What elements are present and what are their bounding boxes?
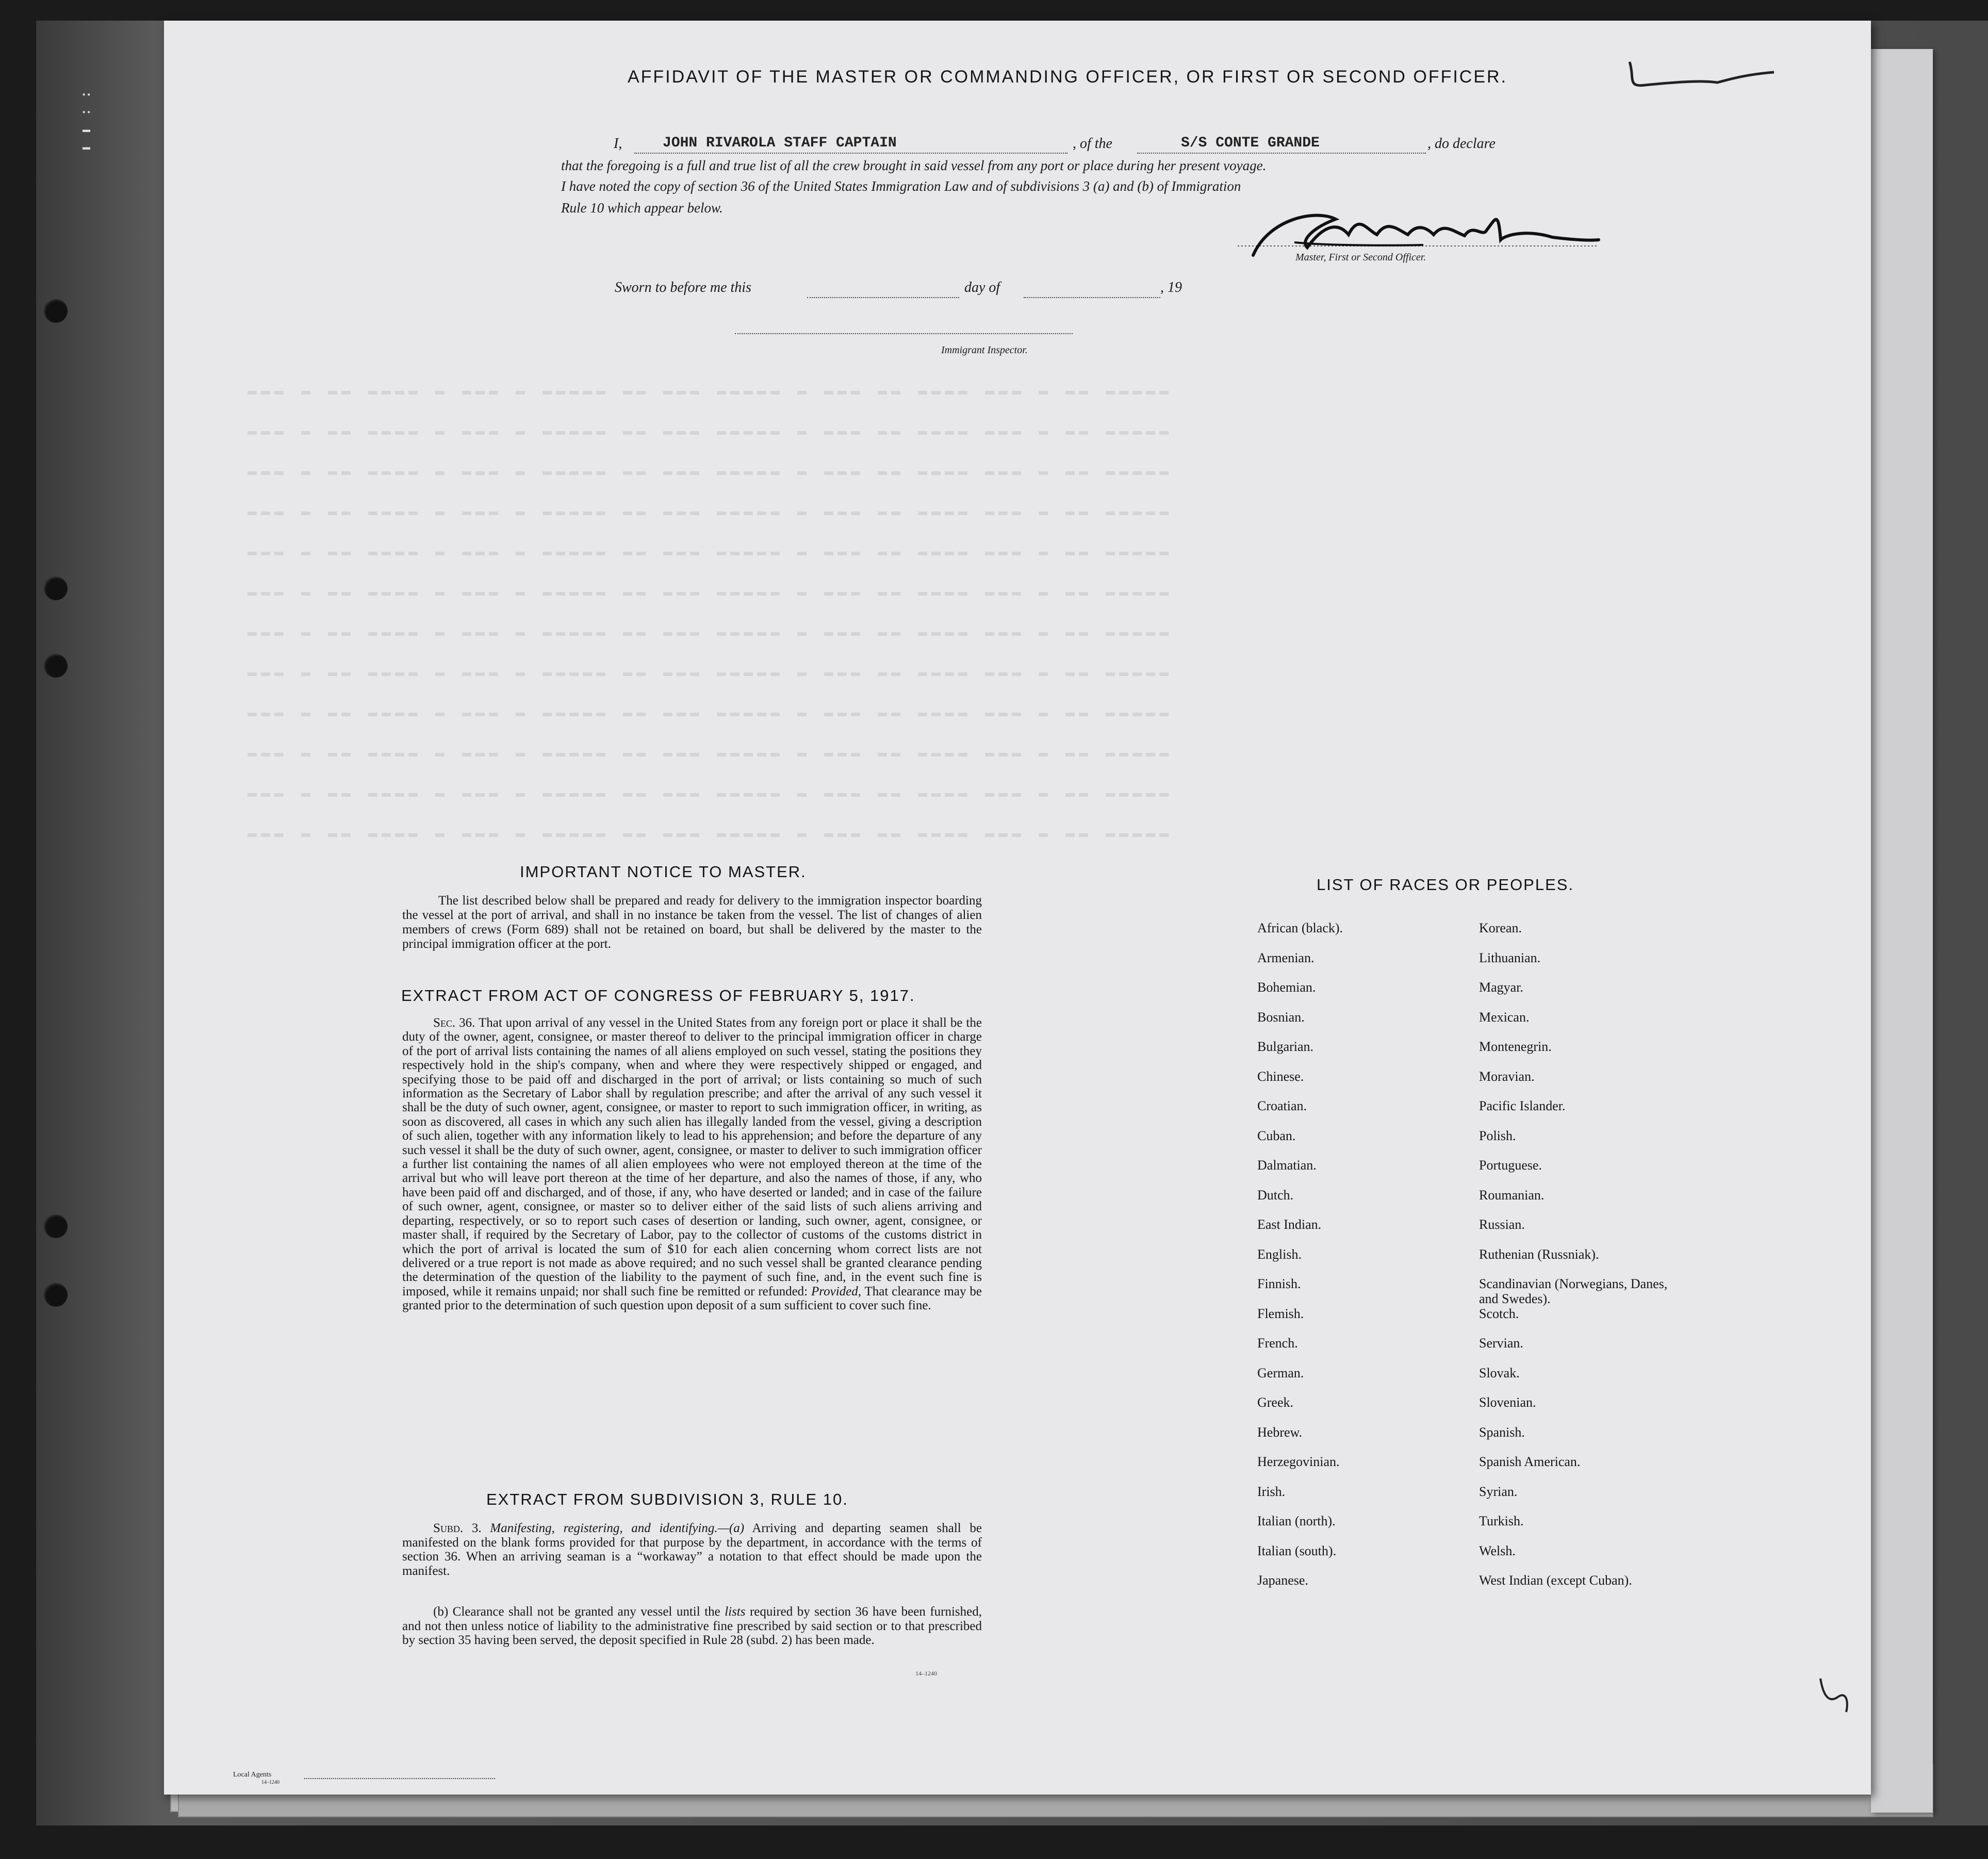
bleed-through-rows: ▬▬▬ ▬ ▬▬ ▬▬▬▬ ▬ ▬▬▬ ▬ ▬▬▬▬▬ ▬▬ ▬▬▬ ▬▬▬▬▬ ▬ ▬▬▬ ▬▬ ▬▬▬▬ ▬▬▬ ▬ ▬▬ ▬▬▬▬▬ ▬▬▬ ▬ ▬▬ ▬▬▬▬ ▬ ▬▬▬ ▬ ▬▬▬▬▬ ▬▬ ▬▬▬ ▬▬▬▬▬ ▬ ▬▬▬ ▬▬ ▬▬▬▬ ▬▬▬ ▬ ▬▬ ▬▬▬▬▬ ▬▬▬ ▬ ▬▬ ▬▬▬▬ ▬ ▬▬▬ ▬ ▬▬▬▬▬ ▬▬ ▬▬▬ ▬▬▬▬▬ ▬ ▬▬▬ ▬▬ ▬▬▬▬ ▬▬▬ ▬ ▬▬ ▬▬▬▬▬ ▬▬▬ ▬ ▬▬ ▬▬▬▬ ▬ ▬▬▬ ▬ ▬▬▬▬▬ ▬▬ ▬▬▬ ▬▬▬▬▬ ▬ ▬▬▬ ▬▬ ▬▬▬▬ ▬▬▬ ▬ ▬▬ ▬▬▬▬▬ ▬▬▬ ▬ ▬▬ ▬▬▬▬ ▬ ▬▬▬ ▬ ▬▬▬▬▬ ▬▬ ▬▬▬ ▬▬▬▬▬ ▬ ▬▬▬ ▬▬ ▬▬▬▬ ▬▬▬ ▬ ▬▬ ▬▬▬▬▬ ▬▬▬ ▬ ▬▬ ▬▬▬▬ ▬ ▬▬▬ ▬ ▬▬▬▬▬ ▬▬ ▬▬▬ ▬▬▬▬▬ ▬ ▬▬▬ ▬▬ ▬▬▬▬ ▬▬▬ ▬ ▬▬ ▬▬▬▬▬ ▬▬▬ ▬ ▬▬ ▬▬▬▬ ▬ ▬▬▬ ▬ ▬▬▬▬▬ ▬▬ ▬▬▬ ▬▬▬▬▬ ▬ ▬▬▬ ▬▬ ▬▬▬▬ ▬▬▬ ▬ ▬▬ ▬▬▬▬▬ ▬▬▬ ▬ ▬▬ ▬▬▬▬ ▬ ▬▬▬ ▬ ▬▬▬▬▬ ▬▬ ▬▬▬ ▬▬▬▬▬ ▬ ▬▬▬ ▬▬ ▬▬▬▬ ▬▬▬ ▬ ▬▬ ▬▬▬▬▬ ▬▬▬ ▬ ▬▬ ▬▬▬▬ ▬ ▬▬▬ ▬ ▬▬▬▬▬ ▬▬ ▬▬▬ ▬▬▬▬▬ ▬ ▬▬▬ ▬▬ ▬▬▬▬ ▬▬▬ ▬ ▬▬ ▬▬▬▬▬ ▬▬▬ ▬ ▬▬ ▬▬▬▬ ▬ ▬▬▬ ▬ ▬▬▬▬▬ ▬▬ ▬▬▬ ▬▬▬▬▬ ▬ ▬▬▬ ▬▬ ▬▬▬▬ ▬▬▬ ▬ ▬▬ ▬▬▬▬▬ ▬▬▬ ▬ ▬▬ ▬▬▬▬ ▬ ▬▬▬ ▬ ▬▬▬▬▬ ▬▬ ▬▬▬ ▬▬▬▬▬ ▬ ▬▬▬ ▬▬ ▬▬▬▬ ▬▬▬ ▬ ▬▬ ▬▬▬▬▬ ▬▬▬ ▬ ▬▬ ▬▬▬▬ ▬ ▬▬▬ ▬ ▬▬▬▬▬ ▬▬ ▬▬▬ ▬▬▬▬▬ ▬ ▬▬▬ ▬▬ ▬▬▬▬ ▬▬▬ ▬ ▬▬ ▬▬▬▬▬ xyxy=(248,383,1173,843)
sworn-year: , 19 xyxy=(1160,279,1182,295)
race-item: Hebrew. xyxy=(1257,1424,1303,1440)
part-b-lists: lists xyxy=(725,1605,746,1619)
race-item: French. xyxy=(1257,1336,1298,1351)
race-item: Slovenian. xyxy=(1479,1395,1536,1410)
notice-body xyxy=(402,894,982,951)
race-item: Spanish American. xyxy=(1479,1454,1581,1469)
races-title: LIST OF RACES OR PEOPLES. xyxy=(1317,876,1574,894)
race-item: Dutch. xyxy=(1257,1187,1294,1203)
race-item: Greek. xyxy=(1257,1395,1294,1410)
local-agents-rule xyxy=(304,1778,495,1779)
race-item: Italian (south). xyxy=(1257,1543,1337,1558)
punch-hole xyxy=(44,1214,68,1238)
race-item: Montenegrin. xyxy=(1479,1039,1552,1054)
race-item: Bohemian. xyxy=(1257,980,1316,995)
vessel-name-rule xyxy=(1137,153,1426,154)
vessel-name: S/S CONTE GRANDE xyxy=(1181,135,1320,151)
form-number: 14–1240 xyxy=(915,1670,937,1677)
section-label: Sec. 36. xyxy=(433,1016,475,1030)
race-item: Slovak. xyxy=(1479,1365,1520,1380)
affidavit-do-declare: , do declare xyxy=(1427,136,1496,152)
race-item: Bulgarian. xyxy=(1257,1039,1314,1054)
provided-word: Provided, xyxy=(811,1284,861,1298)
inspector-caption: Immigrant Inspector. xyxy=(941,344,1028,356)
race-item: Chinese. xyxy=(1257,1068,1304,1084)
race-item: English. xyxy=(1257,1246,1302,1262)
race-item: Finnish. xyxy=(1257,1276,1301,1291)
rule-extract-part-b xyxy=(402,1605,982,1648)
race-item: African (black). xyxy=(1257,920,1343,935)
affidavit-line-2: that the foregoing is a full and true list of all the crew brought in said vessel from any port or place during her present voyage. xyxy=(561,158,1267,173)
race-item: Scandinavian (Norwegians, Danes, and Swedes). xyxy=(1479,1276,1668,1306)
race-item: Russian. xyxy=(1479,1217,1525,1232)
punch-hole xyxy=(44,1283,68,1307)
part-a-text: Arriving and departing seamen shall be manifested on the blank forms provided for that purpose by the department, in accordance with the terms of section 36. When an arriving seaman is a “workaway” a notation to that effect should be made upon the manifest. xyxy=(402,1521,982,1578)
notice-title: IMPORTANT NOTICE TO MASTER. xyxy=(520,863,807,881)
race-item: East Indian. xyxy=(1257,1217,1322,1232)
race-item: German. xyxy=(1257,1365,1304,1380)
race-item: Servian. xyxy=(1479,1336,1523,1351)
underlying-sheet-edge xyxy=(1871,49,1933,1813)
races-column-2 xyxy=(1479,920,1727,1603)
pen-mark xyxy=(1624,52,1779,93)
race-item: Japanese. xyxy=(1257,1573,1308,1588)
officer-name: JOHN RIVAROLA STAFF CAPTAIN xyxy=(663,135,897,151)
rule-extract-part-a xyxy=(402,1521,982,1578)
part-b-label: (b) xyxy=(433,1605,449,1619)
act-body-end: That clearance may be granted prior to the determination of such question upon deposit of a sum sufficient to cover such fine. xyxy=(402,1284,982,1313)
race-item: Italian (north). xyxy=(1257,1513,1336,1528)
affidavit-line-4: Rule 10 which appear below. xyxy=(561,200,723,216)
race-item: Herzegovinian. xyxy=(1257,1454,1340,1469)
race-item: Lithuanian. xyxy=(1479,950,1541,965)
inspector-rule xyxy=(735,333,1073,334)
race-item: Scotch. xyxy=(1479,1306,1519,1321)
affidavit-title: AFFIDAVIT OF THE MASTER OR COMMANDING OFFICER, OR FIRST OR SECOND OFFICER. xyxy=(627,67,1508,87)
local-agents-label xyxy=(233,1771,280,1786)
race-item: Armenian. xyxy=(1257,950,1315,965)
subd-label: Subd. 3. xyxy=(433,1521,482,1535)
race-item: Cuban. xyxy=(1257,1128,1296,1143)
race-item: Bosnian. xyxy=(1257,1009,1305,1025)
rule-extract-title: EXTRACT FROM SUBDIVISION 3, RULE 10. xyxy=(486,1490,848,1508)
sworn-month-rule xyxy=(1024,297,1160,298)
pen-mark xyxy=(1815,1673,1856,1715)
notice-body-text: The list described below shall be prepared and ready for delivery to the immigration inspector boarding the vessel at the port of arrival, and shall in no instance be taken from the vessel. The list of changes of alien members of crews (Form 689) shall not be retained on board, but shall be delivered by the master to the principal immigration officer at the port. xyxy=(402,894,982,951)
race-item: Irish. xyxy=(1257,1484,1286,1499)
race-item: Dalmatian. xyxy=(1257,1158,1317,1173)
local-agents-form: 14–1240 xyxy=(261,1780,280,1785)
act-extract-title: EXTRACT FROM ACT OF CONGRESS OF FEBRUARY 5, 1917. xyxy=(401,986,915,1005)
affidavit-line-3: I have noted the copy of section 36 of the United States Immigration Law and of subdivisions 3 (a) and (b) of Immigration xyxy=(561,178,1241,194)
part-a-label: —(a) xyxy=(717,1521,745,1535)
race-item: Spanish. xyxy=(1479,1424,1525,1440)
left-stub-marks: ▪ ▪ ▪ ▪ ▬ ▬ xyxy=(83,90,90,152)
act-body-text: That upon arrival of any vessel in the United States from any foreign port or place it shall be the duty of the owner, agent, consignee, or master thereof to deliver to the principal immigration officer in charge of the port of arrival lists containing the names of all aliens employed on such vessel, stating the positions they respectively hold in the ship's company, when and where they were respectively shipped or engaged, and specifying those to be paid off and discharged in the port of arrival; or lists containing so much of such information as the Secretary of Labor shall by regulation prescribe; and after the arrival of any such vessel it shall be the duty of such owner, agent, consignee, or master to report to such immigration officer, in writing, as soon as discovered, all cases in which any such alien has illegally landed from the vessel, giving a description of such alien, together with any information likely to lead to his apprehension; and before the departure of any such vessel it shall be the duty of such owner, agent, consignee, or master to deliver to such immigration officer a further list containing the names of all alien employees who were not employed thereon at the time of the arrival but who will leave port thereon at the time of her departure, and also the names of those, if any, who have been paid off and discharged, and of those, if any, who have deserted or landed; and in case of the failure of such owner, agent, consignee, or master so to deliver either of the said lists of such aliens arriving and departing, respectively, or so to report such cases of desertion or landing, such owner, agent, consignee, or master shall, if required by the Secretary of Labor, pay to the collector of customs of the customs district in which the port of arrival is located the sum of $10 for each alien concerning whom correct lists are not delivered or a true report is not made as above required; and no such vessel shall be granted clearance pending the determination of the question of the liability to the payment of such fine, and, in the event such fine is imposed, while it remains unpaid; nor shall such fine be remitted or refunded: xyxy=(402,1016,982,1298)
part-b-text-2: required by section 36 have been furnished, and not then unless notice of liability to the administrative fine prescribed by said section or to that prescribed by section 35 having been served, the deposit specified in Rule 28 (subd. 2) has been made. xyxy=(402,1605,982,1647)
affidavit-of-the: , of the xyxy=(1073,136,1112,152)
race-item: Croatian. xyxy=(1257,1098,1307,1113)
race-item: Polish. xyxy=(1479,1128,1516,1143)
race-item: Welsh. xyxy=(1479,1543,1516,1558)
race-item: Ruthenian (Russniak). xyxy=(1479,1246,1599,1262)
subd-heading: Manifesting, registering, and identifying. xyxy=(490,1521,718,1535)
race-item: Turkish. xyxy=(1479,1513,1524,1528)
punch-hole xyxy=(44,577,68,600)
race-item: Korean. xyxy=(1479,920,1522,935)
sworn-prefix: Sworn to before me this xyxy=(615,279,751,295)
punch-hole xyxy=(44,654,68,678)
signature-caption: Master, First or Second Officer. xyxy=(1295,252,1426,263)
race-item: Pacific Islander. xyxy=(1479,1098,1566,1113)
race-item: Mexican. xyxy=(1479,1009,1530,1025)
local-agents-text: Local Agents xyxy=(233,1771,272,1779)
part-b-text-1: Clearance shall not be granted any vessel until the xyxy=(452,1605,720,1619)
affidavit-line-prefix: I, xyxy=(614,136,622,152)
officer-name-rule xyxy=(634,153,1067,154)
race-item: West Indian (except Cuban). xyxy=(1479,1573,1632,1588)
race-item: Magyar. xyxy=(1479,980,1523,995)
races-column-1 xyxy=(1257,920,1474,1603)
race-item: Roumanian. xyxy=(1479,1187,1545,1203)
race-item: Portuguese. xyxy=(1479,1158,1542,1173)
sworn-day-rule xyxy=(807,297,959,298)
act-extract-body xyxy=(402,1016,982,1313)
race-item: Flemish. xyxy=(1257,1306,1304,1321)
sworn-day-of: day of xyxy=(964,279,1000,295)
race-item: Syrian. xyxy=(1479,1484,1518,1499)
punch-hole xyxy=(44,299,68,323)
race-item: Moravian. xyxy=(1479,1068,1535,1084)
